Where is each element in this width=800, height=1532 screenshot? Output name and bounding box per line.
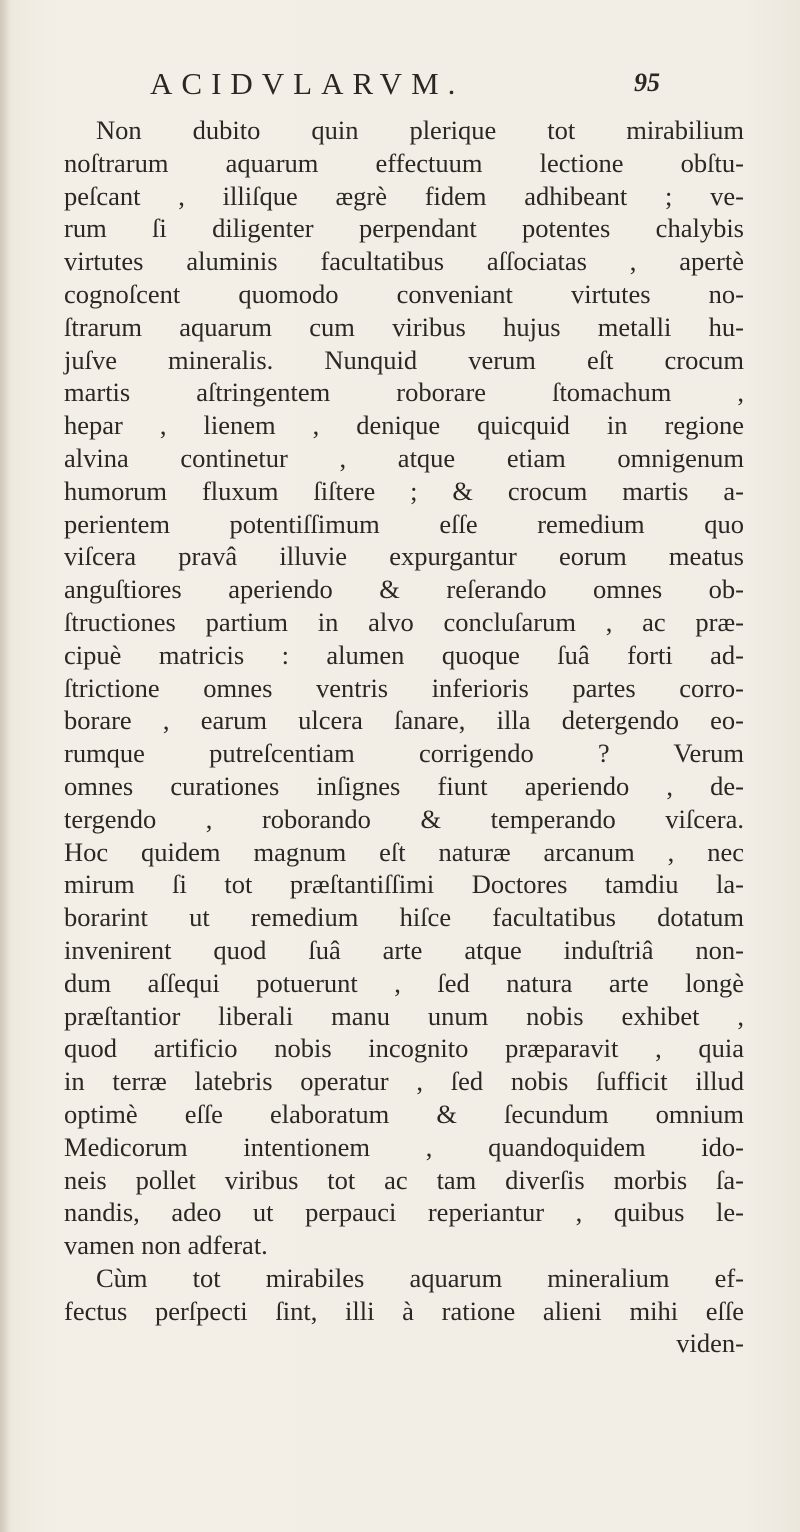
text-line: ſtrarum aquarum cum viribus hujus metalli hu- <box>64 311 744 342</box>
text-line: Cùm tot mirabiles aquarum mineralium ef- <box>96 1262 744 1293</box>
text-line: ſtrictione omnes ventris inferioris partes corro- <box>64 672 744 703</box>
text-line: tergendo , roborando & temperando viſcera. <box>64 803 744 834</box>
text-line: humorum fluxum ſiſtere ; & crocum martis a- <box>64 475 744 506</box>
text-line: in terræ latebris operatur , ſed nobis ſufficit illud <box>64 1066 744 1097</box>
text-line: perientem potentiſſimum eſſe remedium quo <box>64 508 744 539</box>
body-text <box>64 114 744 1360</box>
text-line: rum ſi diligenter perpendant potentes chalybis <box>64 213 744 244</box>
text-line: borarint ut remedium hiſce facultatibus dotatum <box>64 902 744 933</box>
text-line: Medicorum intentionem , quandoquidem ido- <box>64 1131 744 1162</box>
text-line: ſtructiones partium in alvo concluſarum , ac præ- <box>64 606 744 637</box>
text-line: Hoc quidem magnum eſt naturæ arcanum , nec <box>64 836 744 867</box>
text-line: hepar , lienem , denique quicquid in regione <box>64 410 744 441</box>
page-number: 95 <box>634 68 660 97</box>
page-header <box>0 66 800 106</box>
text-line: cipuè matricis : alumen quoque ſuâ forti ad- <box>64 639 744 670</box>
text-line: omnes curationes inſignes fiunt aperiendo , de- <box>64 770 744 801</box>
text-line: rumque putreſcentiam corrigendo ? Verum <box>64 738 744 769</box>
text-line: neis pollet viribus tot ac tam diverſis morbis ſa- <box>64 1164 744 1195</box>
text-line: mirum ſi tot præſtantiſſimi Doctores tamdiu la- <box>64 869 744 900</box>
text-line: viſcera pravâ illuvie expurgantur eorum meatus <box>64 541 744 572</box>
text-line: juſve mineralis. Nunquid verum eſt crocum <box>64 344 744 375</box>
text-line: anguſtiores aperiendo & reſerando omnes ob- <box>64 574 744 605</box>
text-line: dum aſſequi potuerunt , ſed natura arte longè <box>64 967 744 998</box>
text-line: optimè eſſe elaboratum & ſecundum omnium <box>64 1098 744 1129</box>
text-line: cognoſcent quomodo conveniant virtutes no- <box>64 278 744 309</box>
text-line: nandis, adeo ut perpauci reperiantur , quibus le- <box>64 1197 744 1228</box>
text-line: peſcant , illiſque ægrè fidem adhibeant ; ve- <box>64 180 744 211</box>
text-line: præſtantior liberali manu unum nobis exhibet , <box>64 1000 744 1031</box>
binding-gutter-shadow <box>0 0 10 1532</box>
text-line: Non dubito quin plerique tot mirabilium <box>96 115 744 145</box>
catchword: viden- <box>676 1328 744 1359</box>
text-line: alvina continetur , atque etiam omnigenum <box>64 442 744 473</box>
text-line: fectus perſpecti ſint, illi à ratione alieni mihi eſſe <box>64 1295 744 1326</box>
text-line: virtutes aluminis facultatibus aſſociatas , apertè <box>64 246 744 277</box>
text-line: invenirent quod ſuâ arte atque induſtriâ non- <box>64 934 744 965</box>
text-line: borare , earum ulcera ſanare, illa detergendo eo- <box>64 705 744 736</box>
text-line: quod artificio nobis incognito præparavit , quia <box>64 1033 744 1064</box>
text-line: vamen non adferat. <box>64 1230 268 1261</box>
text-line: martis aſtringentem roborare ſtomachum , <box>64 377 744 408</box>
text-line: noſtrarum aquarum effectuum lectione obſtu- <box>64 147 744 178</box>
running-head: ACIDVLARVM. <box>150 66 465 101</box>
